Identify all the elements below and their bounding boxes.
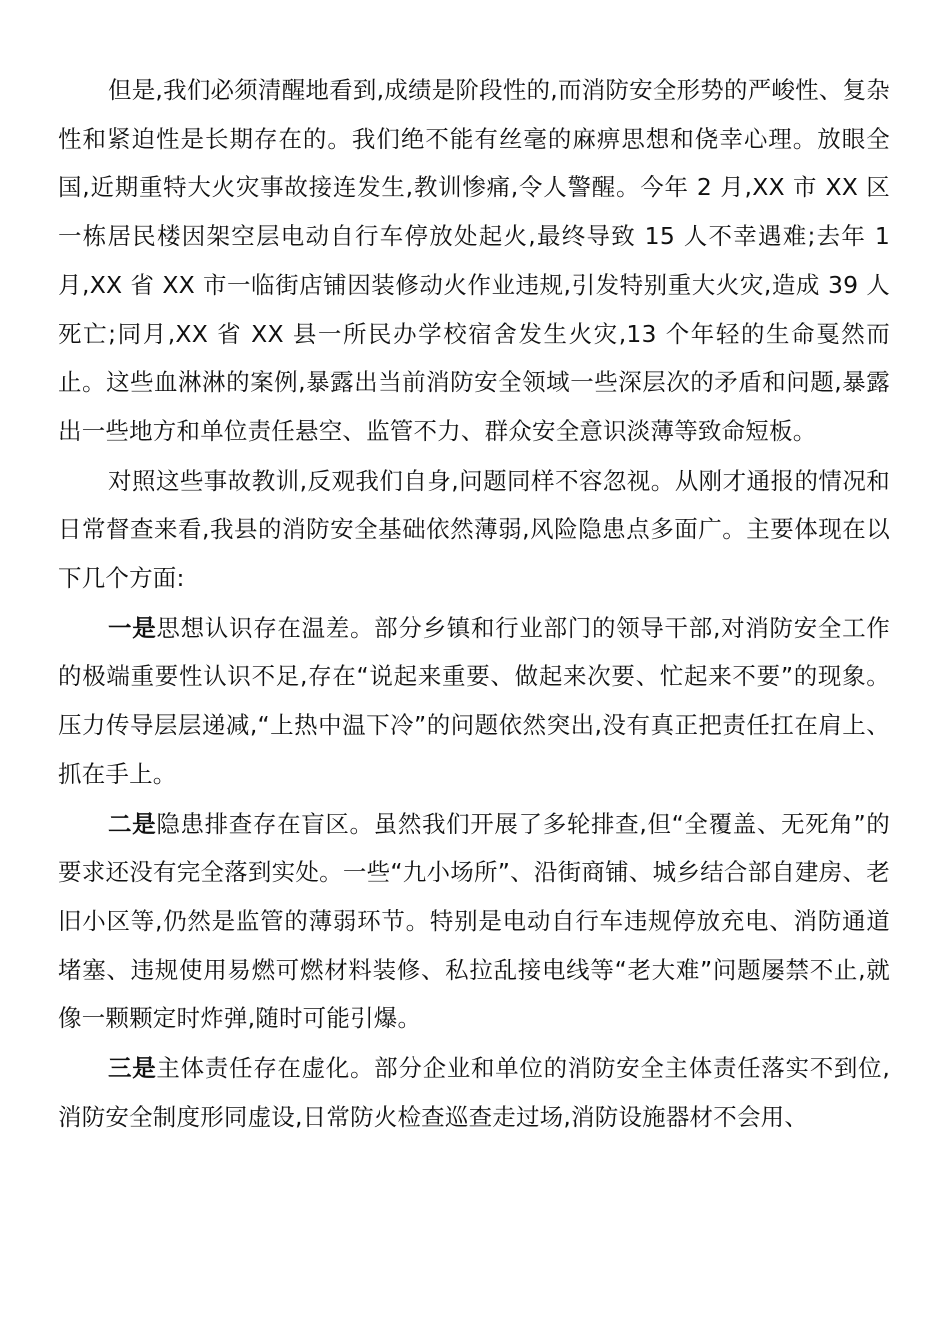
paragraph-2-text: 对照这些事故教训,反观我们自身,问题同样不容忽视。从刚才通报的情况和日常督查来看,我县的消防安全基础依然薄弱,风险隐患点多面广。主要体现在以下几个方面: [58,466,890,593]
paragraph-1 [58,66,890,456]
paragraph-1-text: 但是,我们必须清醒地看到,成绩是阶段性的,而消防安全形势的严峻性、复杂性和紧迫性是长期存在的。我们绝不能有丝毫的麻痹思想和侥幸心理。放眼全国,近期重特大火灾事故接连发生,教训惨痛,令人警醒。今年 2 月,XX 市 XX 区一栋居民楼因架空层电动自行车停放处起火,最终导致 15 人不幸遇难;去年 1 月,XX 省 XX 市一临街店铺因装修动火作业违规,引发特别重大火灾,造成 39 人死亡;同月,XX 省 XX 县一所民办学校宿舍发生火灾,13 个年轻的生命戛然而止。这些血淋淋的案例,暴露出当前消防安全领域一些深层次的矛盾和问题,暴露出一些地方和单位责任悬空、监管不力、群众安全意识淡薄等致命短板。 [58,76,890,445]
paragraph-3-lead: 一是 [108,613,157,642]
document-page [58,66,890,1141]
paragraph-4-text: 隐患排查存在盲区。虽然我们开展了多轮排查,但“全覆盖、无死角”的要求还没有完全落到实处。一些“九小场所”、沿街商铺、城乡结合部自建房、老旧小区等,仍然是监管的薄弱环节。特别是电动自行车违规停放充电、消防通道堵塞、违规使用易燃可燃材料装修、私拉乱接电线等“老大难”问题屡禁不止,就像一颗颗定时炸弹,随时可能引爆。 [58,809,891,1033]
paragraph-3-text: 思想认识存在温差。部分乡镇和行业部门的领导干部,对消防安全工作的极端重要性认识不足,存在“说起来重要、做起来次要、忙起来不要”的现象。压力传导层层递减,“上热中温下冷”的问题依然突出,没有真正把责任扛在肩上、抓在手上。 [58,613,891,788]
paragraph-5-lead: 三是 [108,1054,157,1083]
paragraph-5 [58,1044,890,1141]
paragraph-3 [58,604,890,799]
paragraph-2 [58,457,890,603]
paragraph-4-lead: 二是 [108,809,157,838]
paragraph-4 [58,800,890,1044]
paragraph-5-text: 主体责任存在虚化。部分企业和单位的消防安全主体责任落实不到位,消防安全制度形同虚设,日常防火检查巡查走过场,消防设施器材不会用、 [58,1054,891,1131]
